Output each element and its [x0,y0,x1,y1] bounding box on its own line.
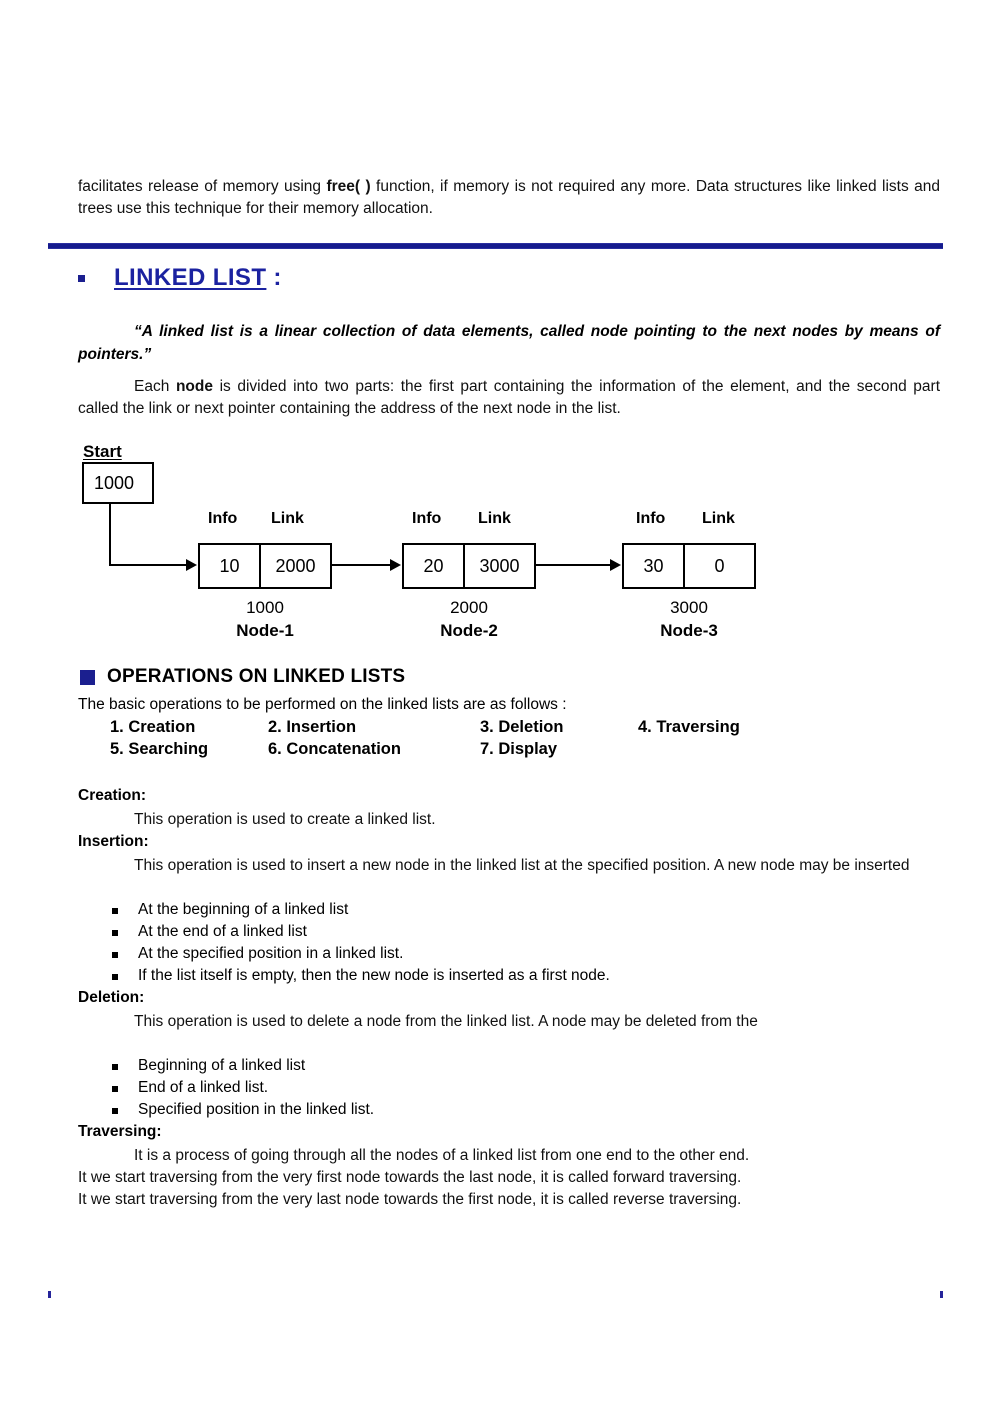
node-2-info-header: Info [412,510,442,527]
operation-item-creation: 1. Creation [110,718,196,736]
node-2-to-3-arrowhead [610,559,621,571]
node-1-to-2-connector [332,564,390,566]
node-3-address: 3000 [670,598,708,617]
square-bullet-icon [112,952,118,958]
traversing-text [78,1145,958,1167]
operation-item-display: 7. Display [480,740,558,758]
operation-item-traversing: 4. Traversing [638,718,740,736]
creation-text [78,809,940,831]
operations-heading [80,666,405,688]
footer-mark-left [48,1291,51,1298]
deletion-bullet-2: End of a linked list. [138,1079,269,1096]
insertion-bullet-4: If the list itself is empty, then the new node is inserted as a first node. [138,967,610,984]
traversing-line-3-row [78,1189,958,1211]
deletion-body: This operation is used to delete a node from the linked list. A node may be deleted from the [134,1013,758,1030]
traversing-line-2: It we start traversing from the very first node towards the last node, it is called forward traversing. [78,1169,742,1186]
operations-row-1 [78,718,878,740]
list-item [110,1099,374,1121]
start-label: Start [83,442,122,461]
linked-list-definition-quote [78,320,940,366]
list-item [110,1055,374,1077]
start-box-value: 1000 [94,472,135,493]
operation-item-concatenation: 6. Concatenation [268,740,401,758]
node-1-info-cell: 10 [200,545,261,587]
insertion-body: This operation is used to insert a new node in the linked list at the specified position. A new node may be inserted [134,857,910,874]
node-2-link-header: Link [478,510,511,527]
square-bullet-icon [112,930,118,936]
linked-list-heading-label: LINKED LIST [114,264,267,291]
traversing-title: Traversing: [78,1123,162,1140]
deletion-bullet-1: Beginning of a linked list [138,1057,306,1074]
node-3-info-cell: 30 [624,545,685,587]
node-2-link-cell: 3000 [479,555,520,576]
description-text-1: Each [134,378,176,395]
blue-square-icon [80,670,95,685]
node-3-box [622,543,756,589]
node-1-address: 1000 [246,598,284,617]
square-bullet-icon [112,1086,118,1092]
insertion-title: Insertion: [78,833,149,850]
node-2-to-3-connector [536,564,610,566]
creation-title: Creation: [78,787,147,804]
node-token: node [175,378,213,395]
traversing-line-1: It is a process of going through all the nodes of a linked list from one end to the other end. [134,1147,750,1164]
operations-heading-label: OPERATIONS ON LINKED LISTS [107,666,406,687]
node-2-name: Node-2 [440,621,498,640]
description-text-2: is divided into two parts: the first part containing the information of the element, and the second part called the link or next pointer containing the address of the next node in the list. [78,378,941,417]
node-3-link-header: Link [702,510,735,527]
node-2-box [402,543,536,589]
insertion-bullet-2: At the end of a linked list [138,923,307,940]
insertion-bullet-list [110,899,610,987]
operations-list [78,718,878,762]
deletion-title: Deletion: [78,989,145,1006]
square-bullet-icon [112,908,118,914]
creation-body: This operation is used to create a linked list. [134,811,436,828]
insertion-bullet-1: At the beginning of a linked list [138,901,349,918]
node-1-box [198,543,332,589]
square-bullet-icon [78,275,85,282]
list-item [110,921,610,943]
square-bullet-icon [112,1108,118,1114]
linked-list-heading-colon: : [273,264,282,291]
top-paragraph-text-2: function, if memory is not required any more. Data structures like linked lists and trees use this technique for their memory allocation. [78,178,940,217]
list-item [110,899,610,921]
traversing-line-2-row [78,1167,958,1189]
quote-text: “A linked list is a linear collection of data elements, called node pointing to the next nodes by means of pointers.” [78,323,940,363]
operation-item-deletion: 3. Deletion [480,718,564,736]
operations-intro: The basic operations to be performed on the linked lists are as follows : [78,696,567,713]
free-function-token: free( ) [326,178,371,195]
linked-list-heading [78,264,281,292]
start-connector-vertical [109,504,111,566]
operations-row-2 [78,740,878,762]
node-3-link-cell: 0 [714,555,725,576]
list-item [110,1077,374,1099]
node-1-to-2-arrowhead [390,559,401,571]
node-3-name: Node-3 [660,621,718,640]
node-2-address: 2000 [450,598,488,617]
start-connector-horizontal [109,564,187,566]
operation-item-searching: 5. Searching [110,740,209,758]
node-3-info-header: Info [636,510,666,527]
start-box [82,462,154,504]
deletion-bullet-3: Specified position in the linked list. [138,1101,375,1118]
top-paragraph-text-1: facilitates release of memory using [78,178,327,195]
node-1-link-cell: 2000 [275,555,316,576]
node-2-info-cell: 20 [404,545,465,587]
list-item [110,965,610,987]
operation-item-insertion: 2. Insertion [268,718,357,736]
node-description-paragraph [78,376,940,420]
insertion-bullet-3: At the specified position in a linked list. [138,945,404,962]
deletion-bullet-list [110,1055,374,1121]
node-1-info-header: Info [208,510,238,527]
footer-mark-right [940,1291,943,1298]
node-1-link-header: Link [271,510,304,527]
insertion-text [78,855,940,877]
traversing-line-3: It we start traversing from the very last node towards the first node, it is called reverse traversing. [78,1191,742,1208]
section-divider [48,243,943,249]
square-bullet-icon [112,974,118,980]
top-paragraph [78,176,940,220]
list-item [110,943,610,965]
node-1-name: Node-1 [236,621,294,640]
square-bullet-icon [112,1064,118,1070]
start-connector-arrowhead [186,559,197,571]
deletion-text [78,1011,940,1033]
